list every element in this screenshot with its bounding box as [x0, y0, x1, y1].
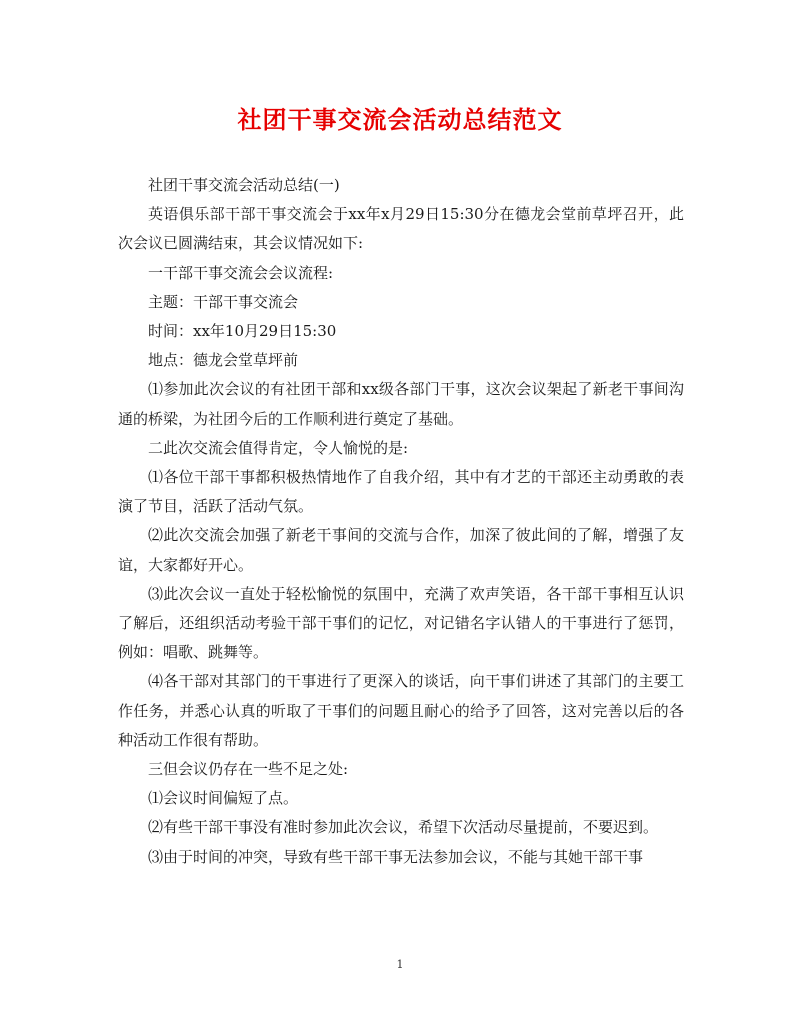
section-heading: 二此次交流会值得肯定，令人愉悦的是: [148, 438, 409, 457]
page-number: 1 [396, 958, 404, 971]
meeting-location: 地点：德龙会堂草坪前 [148, 351, 299, 370]
section-heading: 一干部干事交流会会议流程: [148, 263, 334, 282]
list-item: ⑵此次交流会加强了新老干事间的交流与合作，加深了彼此间的了解，增强了友谊，大家都好开心。 [118, 526, 684, 574]
list-item: ⑷各干部对其部门的干事进行了更深入的谈话，向干事们讲述了其部门的主要工作任务，并悉心认真的听取了干事们的问题且耐心的给予了回答，这对完善以后的各种活动工作很有帮助。 [118, 672, 684, 749]
page-title: 社团干事交流会活动总结范文 [237, 105, 563, 134]
section-heading: 社团干事交流会活动总结(一) [148, 176, 340, 194]
list-item: ⑴会议时间偏短了点。 [148, 789, 299, 808]
list-item: ⑶由于时间的冲突，导致有些干部干事无法参加会议，不能与其她干部干事 [148, 847, 644, 866]
meeting-time: 时间：xx年10月29日15:30 [148, 322, 337, 341]
list-item: ⑴各位干部干事都积极热情地作了自我介绍，其中有才艺的干部还主动勇敢的表演了节目，活跃了活动气氛。 [118, 468, 684, 516]
meeting-topic: 主题：干部干事交流会 [148, 292, 299, 311]
list-item: ⑵有些干部干事没有准时参加此次会议，希望下次活动尽量提前，不要迟到。 [148, 818, 659, 837]
document-body [118, 171, 684, 872]
section-heading: 三但会议仍存在一些不足之处: [148, 760, 349, 779]
intro-paragraph: 英语俱乐部干部干事交流会于xx年x月29日15:30分在德龙会堂前草坪召开，此次会议已圆满结束，其会议情况如下: [118, 205, 684, 253]
list-item: ⑶此次会议一直处于轻松愉悦的氛围中，充满了欢声笑语，各干部干事相互认识了解后，还组织活动考验干部干事们的记忆，对记错名字认错人的干事进行了惩罚，例如：唱歌、跳舞等。 [118, 584, 684, 662]
list-item: ⑴参加此次会议的有社团干部和xx级各部门干事，这次会议架起了新老干事间沟通的桥梁，为社团今后的工作顺利进行奠定了基础。 [118, 380, 684, 428]
